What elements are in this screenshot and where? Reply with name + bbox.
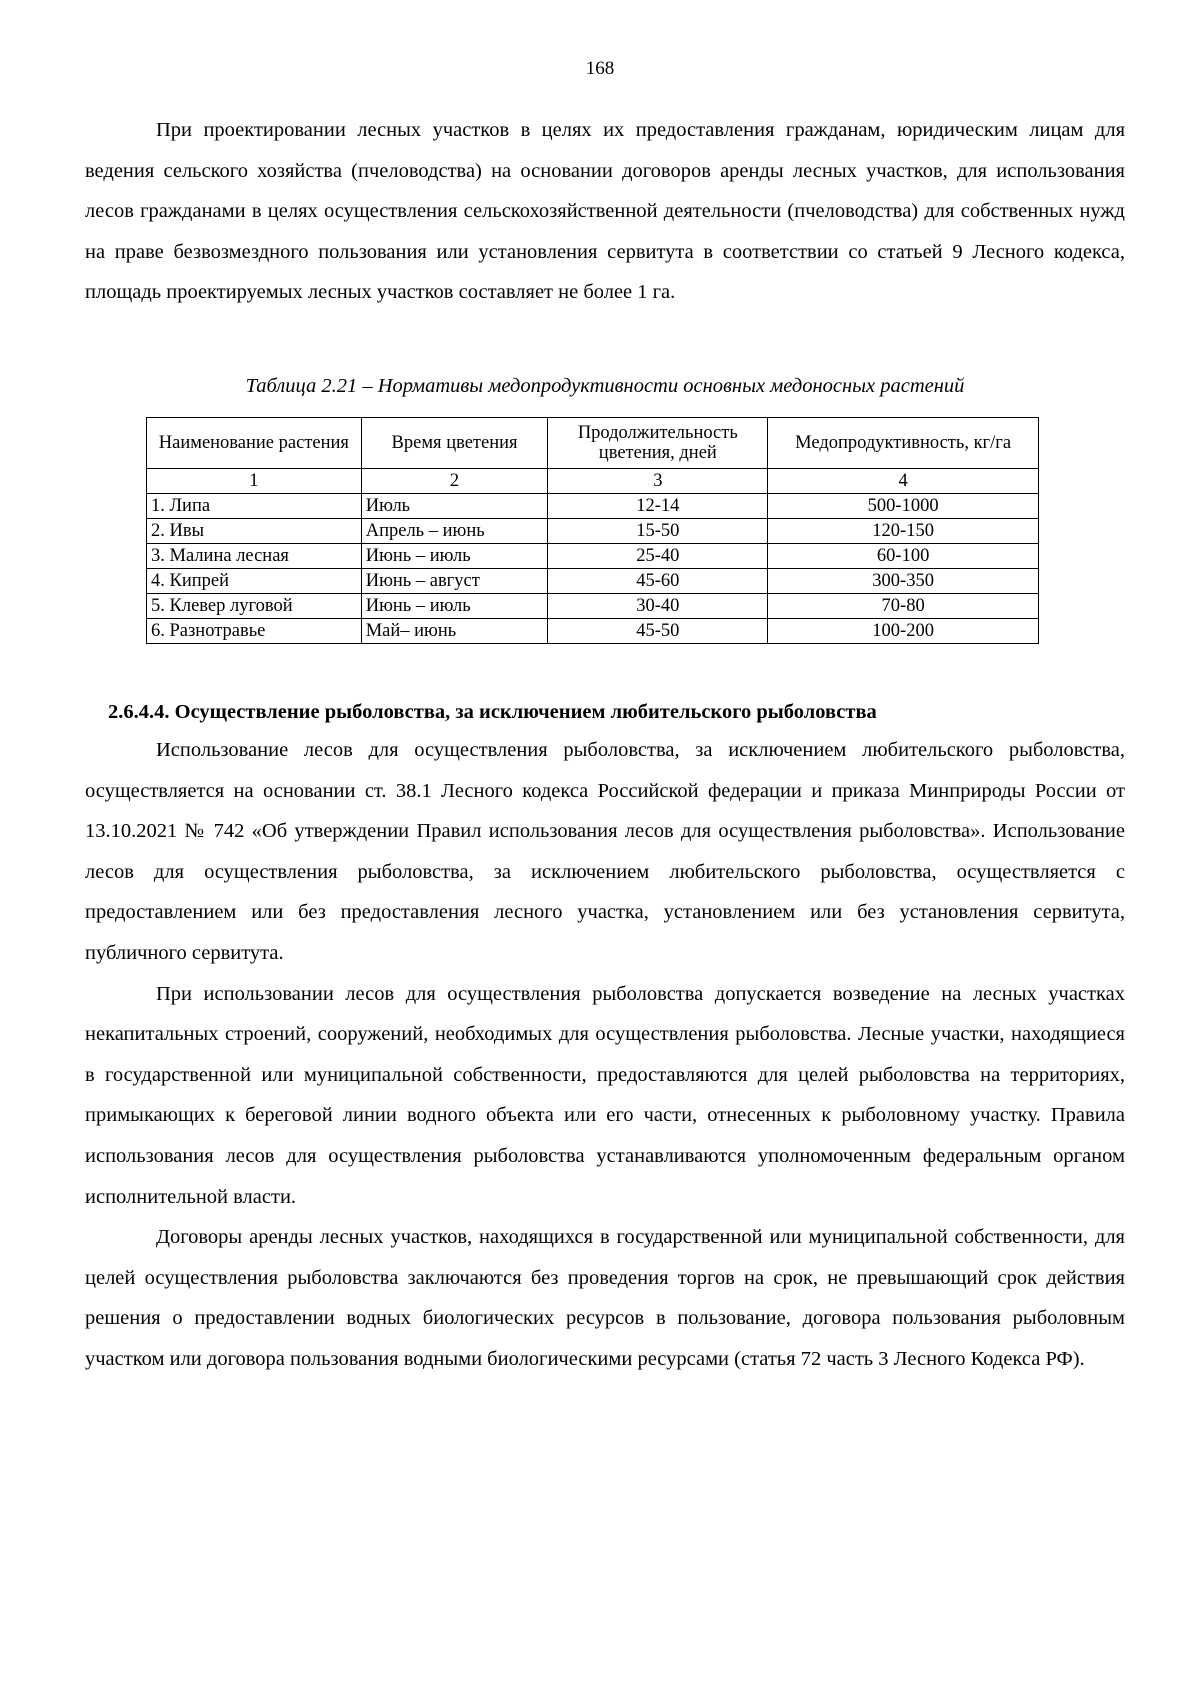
honey-productivity-cell: 70-80 bbox=[768, 594, 1039, 619]
honey-productivity-cell: 500-1000 bbox=[768, 494, 1039, 519]
table-row bbox=[147, 494, 1039, 519]
body-paragraph: Использование лесов для осуществления рыболовства, за исключением любительского рыболовства, осуществляется на основании ст. 38.1 Лесного кодекса Российской федерации и приказа Минприроды России от 13.10.2021 № 742 «Об утверждении Правил использования лесов для осуществления рыболовства». Использование лесов для осуществления рыболовства, за исключением любительского рыболовства, осуществляется с предоставлением или без предоставления лесного участка, установлением или без установления сервитута, публичного сервитута. bbox=[85, 739, 1125, 964]
section-heading: 2.6.4.4. Осуществление рыболовства, за исключением любительского рыболовства bbox=[108, 701, 877, 723]
bloom-duration-cell: 25-40 bbox=[548, 544, 768, 569]
plant-name-cell: 2. Ивы bbox=[147, 519, 362, 544]
bloom-time-cell: Июнь – август bbox=[361, 569, 548, 594]
honey-productivity-cell: 120-150 bbox=[768, 519, 1039, 544]
bloom-time-cell: Май– июнь bbox=[361, 619, 548, 644]
bloom-duration-cell: 15-50 bbox=[548, 519, 768, 544]
plant-name-cell: 5. Клевер луговой bbox=[147, 594, 362, 619]
table-row bbox=[147, 619, 1039, 644]
intro-paragraph: При проектировании лесных участков в целях их предоставления гражданам, юридическим лицам для ведения сельского хозяйства (пчеловодства) на основании договоров аренды лесных участков, для использования лесов гражданами в целях осуществления сельскохозяйственной деятельности (пчеловодства) для собственных нужд на праве безвозмездного пользования или установления сервитута в соответствии со статьей 9 Лесного кодекса, площадь проектируемых лесных участков составляет не более 1 га. bbox=[85, 119, 1125, 304]
intro-text bbox=[85, 110, 1125, 313]
table-row bbox=[147, 569, 1039, 594]
table-header-cell: Медопродуктивность, кг/га bbox=[768, 418, 1039, 469]
honey-productivity-table bbox=[146, 417, 1039, 644]
bloom-duration-cell: 12-14 bbox=[548, 494, 768, 519]
table-header-row bbox=[147, 418, 1039, 469]
bloom-time-cell: Июнь – июль bbox=[361, 544, 548, 569]
column-number: 2 bbox=[361, 469, 548, 494]
table-column-number-row bbox=[147, 469, 1039, 494]
bloom-time-cell: Июнь – июль bbox=[361, 594, 548, 619]
column-number: 1 bbox=[147, 469, 362, 494]
body-paragraph: Договоры аренды лесных участков, находящихся в государственной или муниципальной собственности, для целей осуществления рыболовства заключаются без проведения торгов на срок, не превышающий срок действия решения о предоставлении водных биологических ресурсов в пользование, договора пользования рыболовным участком или договора пользования водными биологическими ресурсами (статья 72 часть 3 Лесного Кодекса РФ). bbox=[85, 1226, 1125, 1370]
page-number: 168 bbox=[585, 58, 615, 79]
bloom-time-cell: Июль bbox=[361, 494, 548, 519]
table-row bbox=[147, 594, 1039, 619]
table-caption: Таблица 2.21 – Нормативы медопродуктивности основных медоносных растений bbox=[245, 375, 965, 397]
honey-productivity-cell: 60-100 bbox=[768, 544, 1039, 569]
plant-name-cell: 3. Малина лесная bbox=[147, 544, 362, 569]
bloom-duration-cell: 45-50 bbox=[548, 619, 768, 644]
column-number: 3 bbox=[548, 469, 768, 494]
column-number: 4 bbox=[768, 469, 1039, 494]
section-body bbox=[85, 730, 1125, 1380]
honey-productivity-cell: 100-200 bbox=[768, 619, 1039, 644]
table-header-cell: Время цветения bbox=[361, 418, 548, 469]
table-header-cell: Наименование растения bbox=[147, 418, 362, 469]
table-row bbox=[147, 519, 1039, 544]
bloom-duration-cell: 45-60 bbox=[548, 569, 768, 594]
table-header-cell: Продолжительность цветения, дней bbox=[548, 418, 768, 469]
plant-name-cell: 4. Кипрей bbox=[147, 569, 362, 594]
honey-productivity-cell: 300-350 bbox=[768, 569, 1039, 594]
bloom-time-cell: Апрель – июнь bbox=[361, 519, 548, 544]
body-paragraph: При использовании лесов для осуществления рыболовства допускается возведение на лесных участках некапитальных строений, сооружений, необходимых для осуществления рыболовства. Лесные участки, находящиеся в государственной или муниципальной собственности, предоставляются для целей рыболовства на территориях, примыкающих к береговой линии водного объекта или его части, отнесенных к рыболовному участку. Правила использования лесов для осуществления рыболовства устанавливаются уполномоченным федеральным органом исполнительной власти. bbox=[85, 982, 1125, 1208]
plant-name-cell: 1. Липа bbox=[147, 494, 362, 519]
bloom-duration-cell: 30-40 bbox=[548, 594, 768, 619]
plant-name-cell: 6. Разнотравье bbox=[147, 619, 362, 644]
table-row bbox=[147, 544, 1039, 569]
